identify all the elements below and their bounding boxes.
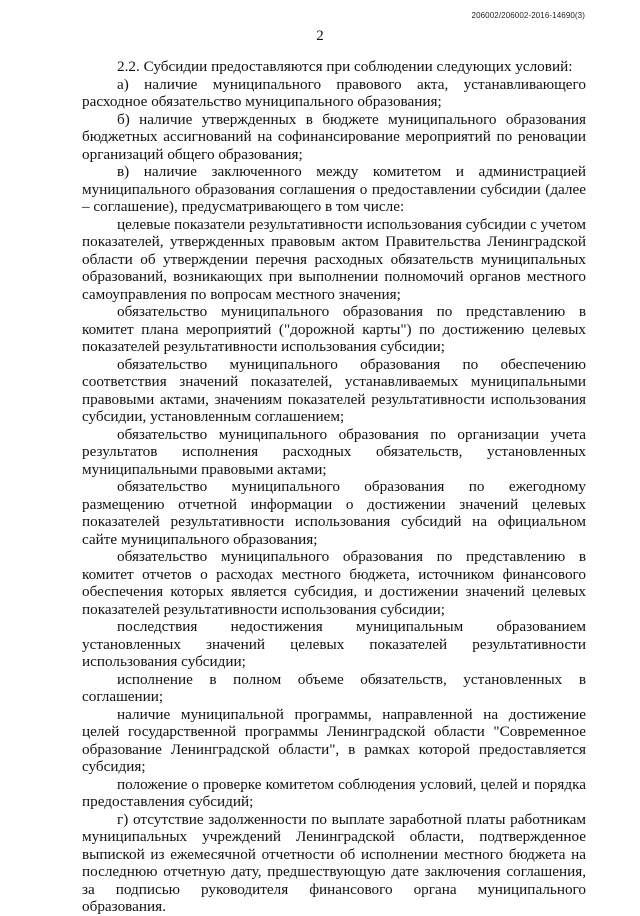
paragraph-condition-g: г) отсутствие задолженности по выплате заработной платы работникам муниципальных учреждений Ленинградской области, подтвержденное выпиской из ежемесячной отчетности об исполнении местного бюджета на последнюю отчетную дату, предшествующую дате заключения соглашения, за подписью руководителя финансового органа муниципального образования.	[82, 810, 586, 915]
paragraph-consequences: последствия недостижения муниципальным образованием установленных значений целевых показателей результативности использования субсидии;	[82, 618, 586, 670]
paragraph-obligation-publication: обязательство муниципального образования по ежегодному размещению отчетной информации о достижении значений целевых показателей результативности использования субсидий на официальном сайте муниципального образования;	[82, 478, 586, 548]
paragraph-municipal-program: наличие муниципальной программы, направленной на достижение целей государственной программы Ленинградской области "Современное образование Ленинградской области", в рамках которой предоставляется субсидия;	[82, 705, 586, 775]
paragraph-verification: положение о проверке комитетом соблюдения условий, целей и порядка предоставления субсидий;	[82, 775, 586, 810]
paragraph-obligation-roadmap: обязательство муниципального образования по представлению в комитет плана мероприятий ("дорожной карты") по достижению целевых показателей результативности использования субсидии;	[82, 303, 586, 355]
paragraph-2-2-intro: 2.2. Субсидии предоставляются при соблюдении следующих условий:	[117, 58, 573, 75]
paragraph-obligation-reports: обязательство муниципального образования по представлению в комитет отчетов о расходах местного бюджета, источником финансового обеспечения которых является субсидия, и достижении значений целевых показателей результативности использования субсидии;	[82, 548, 586, 618]
paragraph-condition-v: в) наличие заключенного между комитетом и администрацией муниципального образования соглашения о предоставлении субсидии (далее – соглашение), предусматривающего в том числе:	[82, 163, 586, 215]
document-id: 206002/206002-2016-14690(3)	[471, 11, 585, 20]
page-number: 2	[316, 28, 324, 44]
paragraph-condition-a: а) наличие муниципального правового акта, устанавливающего расходное обязательство муниципального образования;	[82, 75, 586, 110]
paragraph-target-indicators: целевые показатели результативности использования субсидии с учетом показателей, утвержденных правовым актом Правительства Ленинградской области об утверждении перечня расходных обязательств муниципальных образований, возникающих при выполнении полномочий органов местного самоуправления по вопросам местного значения;	[82, 215, 586, 303]
paragraph-condition-b: б) наличие утвержденных в бюджете муниципального образования бюджетных ассигнований на софинансирование мероприятий по реновации организаций общего образования;	[82, 110, 586, 163]
paragraph-full-performance: исполнение в полном объеме обязательств, установленных в соглашении;	[82, 670, 586, 705]
paragraph-obligation-accounting: обязательство муниципального образования по организации учета результатов исполнения расходных обязательств, установленных муниципальными правовыми актами;	[82, 425, 586, 478]
document-body	[82, 58, 586, 916]
paragraph-obligation-compliance: обязательство муниципального образования по обеспечению соответствия значений показателей, устанавливаемых муниципальными правовыми актами, значениям показателей результативности использования субсидии, установленным соглашением;	[82, 355, 586, 425]
